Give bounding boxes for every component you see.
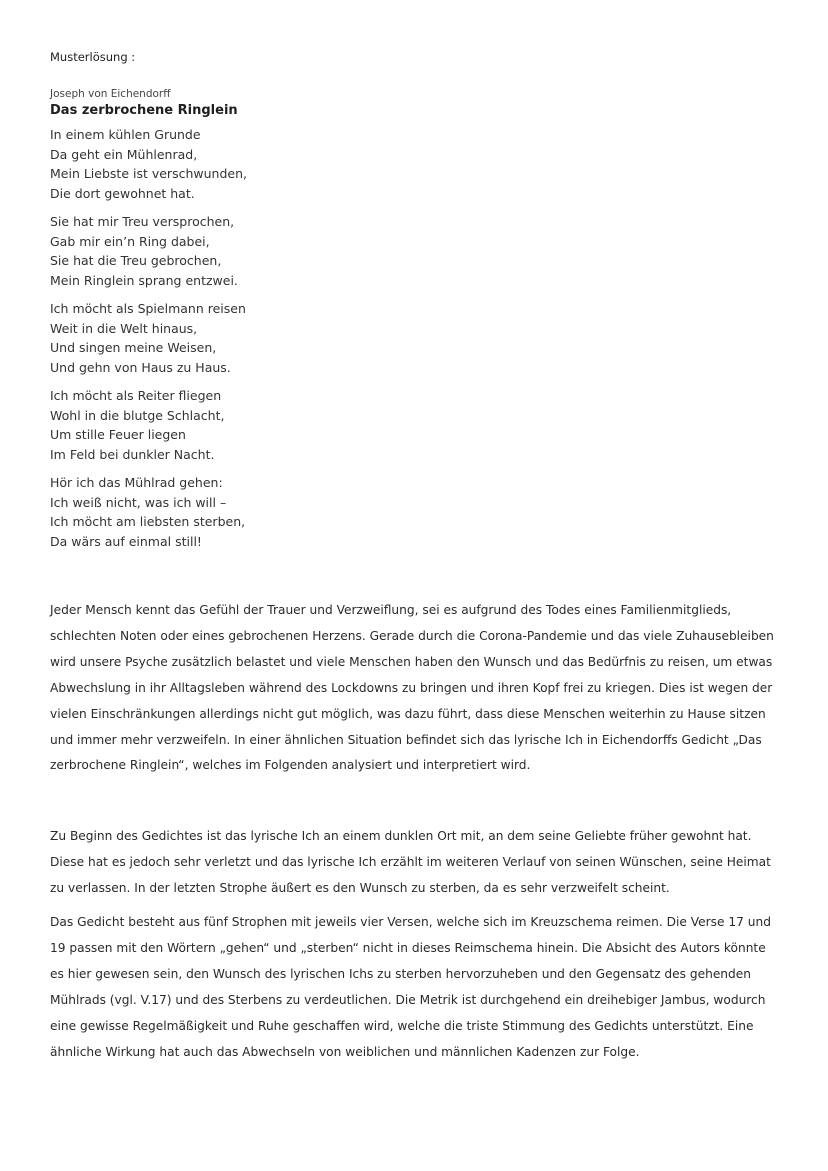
- summary-paragraph: Zu Beginn des Gedichtes ist das lyrische Ich an einem dunklen Ort mit, an dem seine Geliebte früher gewohnt hat. Diese hat es jedoch sehr verletzt und das lyrische Ich erzählt im weiteren Verlauf von seinen Wünschen, seine Heimat zu verlassen. In der letzten Strophe äußert es den Wunsch zu sterben, da es sehr verzweifelt scheint.: [50, 829, 771, 895]
- verse: Weit in die Welt hinaus,: [50, 320, 198, 336]
- verse: Wohl in die blutge Schlacht,: [50, 407, 225, 423]
- solution-label: Musterlösung :: [50, 50, 136, 64]
- stanza-2: [50, 212, 350, 290]
- poem-author: Joseph von Eichendorff: [50, 88, 171, 100]
- verse: Im Feld bei dunkler Nacht.: [50, 446, 215, 462]
- stanza-3: [50, 299, 350, 377]
- verse: Gab mir ein’n Ring dabei,: [50, 233, 210, 249]
- stanza-1: [50, 125, 350, 203]
- verse: Da wärs auf einmal still!: [50, 533, 202, 549]
- poem: [50, 125, 350, 560]
- verse: Da geht ein Mühlenrad,: [50, 146, 198, 162]
- verse: Ich möcht am liebsten sterben,: [50, 514, 246, 529]
- verse: Und gehn von Haus zu Haus.: [50, 359, 231, 375]
- verse: Die dort gewohnet hat.: [50, 185, 195, 201]
- verse: Hör ich das Mühlrad gehen:: [50, 475, 223, 490]
- stanza-4: [50, 386, 350, 464]
- verse: Ich möcht als Spielmann reisen: [50, 301, 246, 316]
- form-analysis-paragraph: Das Gedicht besteht aus fünf Strophen mit jeweils vier Versen, welche sich im Kreuzschema reimen. Die Verse 17 und 19 passen mit den Wörtern „gehen“ und „sterben“ nicht in dieses Reimschema hinein. Die Absicht des Autors könnte es hier gewesen sein, den Wunsch des lyrischen Ichs zu sterben hervorzuheben und den Gegensatz des gehenden Mühlrads (vgl. V.17) und des Sterbens zu verdeutlichen. Die Metrik ist durchgehend ein dreihebiger Jambus, wodurch eine gewisse Regelmäßigkeit und Ruhe geschaffen wird, welche die triste Stimmung des Gedichts unterstützt. Eine ähnliche Wirkung hat auch das Abwechseln von weiblichen und männlichen Kadenzen zur Folge.: [50, 915, 771, 1059]
- verse: Sie hat die Treu gebrochen,: [50, 253, 222, 268]
- verse: Und singen meine Weisen,: [50, 340, 217, 355]
- verse: Sie hat mir Treu versprochen,: [50, 214, 235, 229]
- verse: Ich weiß nicht, was ich will –: [50, 494, 227, 510]
- poem-title: Das zerbrochene Ringlein: [50, 103, 238, 118]
- verse: In einem kühlen Grunde: [50, 127, 201, 142]
- verse: Ich möcht als Reiter fliegen: [50, 388, 222, 403]
- stanza-5: [50, 473, 350, 551]
- verse: Mein Liebste ist verschwunden,: [50, 166, 247, 181]
- verse: Um stille Feuer liegen: [50, 427, 186, 442]
- verse: Mein Ringlein sprang entzwei.: [50, 272, 238, 288]
- intro-paragraph: Jeder Mensch kennt das Gefühl der Trauer und Verzweiflung, sei es aufgrund des Todes eines Familienmitglieds, schlechten Noten oder eines gebrochenen Herzens. Gerade durch die Corona-Pandemie und das viele Zuhausebleiben wird unsere Psyche zusätzlich belastet und viele Menschen haben den Wunsch und das Bedürfnis zu reisen, um etwas Abwechslung in ihr Alltagsleben während des Lockdowns zu bringen und ihren Kopf frei zu kriegen. Dies ist wegen der vielen Einschränkungen allerdings nicht gut möglich, was dazu führt, dass diese Menschen weiterhin zu Hause sitzen und immer mehr verzweifeln. In einer ähnlichen Situation befindet sich das lyrische Ich in Eichendorffs Gedicht „Das zerbrochene Ringlein“, welches im Folgenden analysiert und interpretiert wird.: [50, 603, 774, 773]
